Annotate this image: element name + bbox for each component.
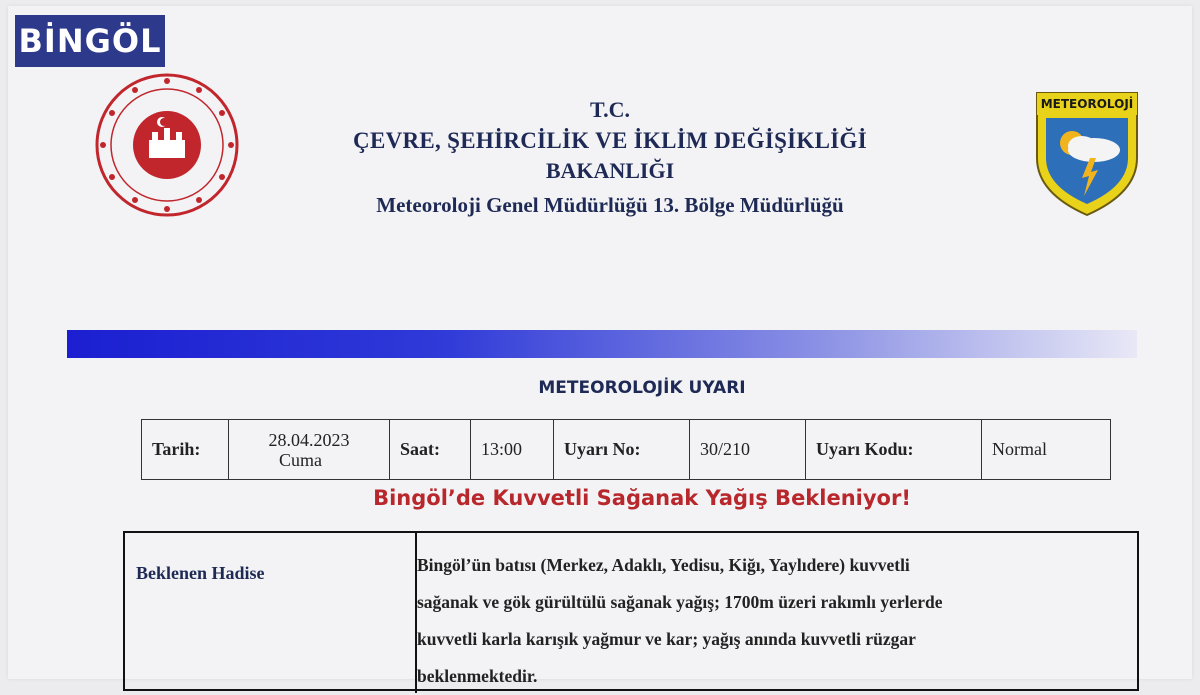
document-heading bbox=[300, 95, 920, 222]
warning-no-label: Uyarı No: bbox=[554, 420, 690, 480]
detail-label: Beklenen Hadise bbox=[136, 563, 265, 583]
date-value: 28.04.2023 bbox=[268, 429, 350, 450]
detail-line: Bingöl’ün batısı (Merkez, Adaklı, Yedisu, Kiğı, Yaylıdere) kuvvetli bbox=[417, 555, 910, 575]
heading-line-ministry: ÇEVRE, ŞEHİRCİLİK VE İKLİM DEĞİŞİKLİĞİ bbox=[353, 128, 867, 153]
detail-table bbox=[123, 531, 1139, 691]
meteoroloji-logo-icon bbox=[1032, 88, 1142, 218]
heading-line-bakanlik: BAKANLIĞI bbox=[545, 158, 675, 183]
detail-line: beklenmektedir. bbox=[417, 666, 538, 686]
warning-title: Bingöl’de Kuvvetli Sağanak Yağış Bekleniyor! bbox=[373, 486, 911, 510]
warning-no-value: 30/210 bbox=[690, 420, 806, 480]
gradient-divider bbox=[67, 330, 1137, 358]
warning-info-table bbox=[141, 419, 1111, 480]
detail-line: sağanak ve gök gürültülü sağanak yağış; 1700m üzeri rakımlı yerlerde bbox=[417, 592, 943, 612]
logo-text: METEOROLOJİ bbox=[1040, 97, 1134, 111]
date-cell bbox=[229, 420, 390, 480]
time-value: 13:00 bbox=[471, 420, 554, 480]
warning-code-label: Uyarı Kodu: bbox=[806, 420, 982, 480]
day-value: Cuma bbox=[279, 449, 322, 470]
city-badge: BİNGÖL bbox=[15, 15, 165, 67]
warning-code-value: Normal bbox=[982, 420, 1111, 480]
date-label: Tarih: bbox=[142, 420, 229, 480]
document-subtitle: METEOROLOJİK UYARI bbox=[538, 378, 746, 398]
detail-text bbox=[417, 547, 1117, 695]
ministry-seal-icon bbox=[92, 70, 242, 220]
heading-line-directorate: Meteoroloji Genel Müdürlüğü 13. Bölge Müdürlüğü bbox=[376, 193, 844, 217]
time-label: Saat: bbox=[390, 420, 471, 480]
heading-line-tc: T.C. bbox=[590, 97, 630, 122]
detail-line: kuvvetli karla karışık yağmur ve kar; yağış anında kuvvetli rüzgar bbox=[417, 629, 916, 649]
